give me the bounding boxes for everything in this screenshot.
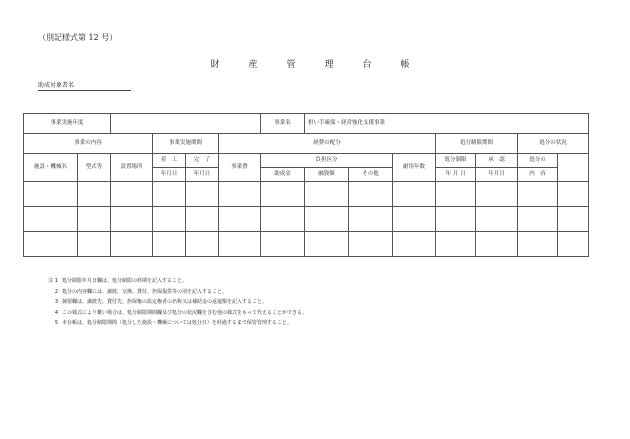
table-cell[interactable] (78, 207, 111, 232)
table-cell[interactable] (261, 207, 305, 232)
table-cell[interactable] (111, 232, 153, 257)
table-cell[interactable] (219, 182, 261, 207)
table-cell[interactable] (436, 207, 476, 232)
table-cell[interactable] (305, 182, 349, 207)
table-cell[interactable] (518, 207, 558, 232)
subsidy-header: 助成金 (261, 168, 305, 182)
project-content-header: 事業の内容 (24, 134, 153, 154)
table-cell[interactable] (558, 232, 589, 257)
note-item (42, 318, 307, 329)
table-row (24, 232, 589, 257)
table-cell[interactable] (78, 232, 111, 257)
table-cell[interactable] (153, 232, 186, 257)
table-cell[interactable] (476, 207, 518, 232)
table-cell[interactable] (219, 207, 261, 232)
location-header: 設置場所 (111, 154, 153, 182)
table-cell[interactable] (24, 207, 78, 232)
completion-date-header: 完 了 (186, 154, 219, 168)
disposal-content-sub: 内 容 (518, 168, 558, 182)
table-cell[interactable] (558, 182, 589, 207)
table-cell[interactable] (436, 232, 476, 257)
table-cell[interactable] (305, 207, 349, 232)
table-row (24, 182, 589, 207)
disposal-content-header: 処分の (518, 154, 558, 168)
table-cell[interactable] (349, 207, 393, 232)
disposal-status-header: 処分の状況 (518, 134, 589, 154)
property-ledger-table (23, 113, 589, 257)
note-number: 3 (54, 299, 58, 306)
loan-header: 融資額 (305, 168, 349, 182)
table-cell[interactable] (24, 232, 78, 257)
table-cell[interactable] (261, 232, 305, 257)
table-cell[interactable] (349, 182, 393, 207)
note-number: 注 1 (48, 278, 58, 284)
table-cell[interactable] (153, 182, 186, 207)
limit-date-sub: 年 月 日 (436, 168, 476, 182)
notes-section (42, 276, 307, 329)
structure-header: 型式等 (78, 154, 111, 182)
table-cell[interactable] (261, 182, 305, 207)
note-number: 4 (54, 309, 58, 316)
table-cell[interactable] (153, 207, 186, 232)
table-cell[interactable] (393, 207, 436, 232)
note-text: 処分の内容欄には、譲渡、交換、貸付、担保提供等の別を記入すること。 (62, 288, 228, 295)
note-item (42, 297, 307, 308)
project-period-header: 事業実施期間 (153, 134, 219, 154)
note-text: 本台帳は、処分制限期間（処分した施設・機械については処分日）を経過するまで保管管理すること。 (62, 320, 292, 327)
other-header: その他 (349, 168, 393, 182)
table-cell[interactable] (111, 207, 153, 232)
table-cell[interactable] (436, 182, 476, 207)
table-cell[interactable] (219, 232, 261, 257)
table-cell[interactable] (518, 232, 558, 257)
completion-date-sub: 年月日 (186, 168, 219, 182)
project-year-value[interactable] (111, 114, 261, 134)
project-name-value: 担い手確保・経営強化支援事業 (305, 114, 589, 134)
table-cell[interactable] (393, 182, 436, 207)
table-cell[interactable] (393, 232, 436, 257)
limit-date-header: 処分制限 (436, 154, 476, 168)
table-cell[interactable] (186, 232, 219, 257)
note-item (42, 287, 307, 298)
start-date-header: 着 工 (153, 154, 186, 168)
note-number: 2 (54, 288, 58, 295)
facility-name-header: 施設・機械名 (24, 154, 78, 182)
table-cell[interactable] (186, 207, 219, 232)
project-cost-header: 事業費 (219, 154, 261, 182)
note-text: 摘要欄は、譲渡先、貸付先、担保権の設定権者の名称又は補助金の返還額を記入すること。 (62, 299, 268, 306)
document-title: 財 産 管 理 台 帳 (210, 60, 420, 70)
disposal-limit-period-header: 処分制限期間 (436, 134, 518, 154)
start-date-sub: 年月日 (153, 168, 186, 182)
approval-date-sub: 年月日 (476, 168, 518, 182)
form-number: （別記様式第 12 号） (38, 33, 118, 42)
recipient-name-label: 助成対象者名 (38, 80, 131, 91)
project-name-label: 事業名 (261, 114, 305, 134)
table-cell[interactable] (78, 182, 111, 207)
table-row (24, 207, 589, 232)
project-year-label: 事業実施年度 (24, 114, 111, 134)
table-cell[interactable] (24, 182, 78, 207)
table-cell[interactable] (518, 182, 558, 207)
approval-date-header: 承 認 (476, 154, 518, 168)
table-cell[interactable] (558, 207, 589, 232)
note-item (42, 276, 307, 287)
note-number: 5 (54, 320, 58, 327)
table-cell[interactable] (186, 182, 219, 207)
durable-years-header: 耐用年数 (393, 154, 436, 182)
table-cell[interactable] (476, 232, 518, 257)
note-item (42, 308, 307, 319)
funding-allocation-header: 経費の配分 (219, 134, 436, 154)
burden-division-header: 負担区分 (261, 154, 393, 168)
note-text: この様式により難い場合は、処分制限期間欄及び処分の状況欄を含む他の様式をもって代えることができる。 (62, 309, 308, 316)
table-cell[interactable] (305, 232, 349, 257)
table-cell[interactable] (349, 232, 393, 257)
table-cell[interactable] (476, 182, 518, 207)
note-text: 処分制限年月日欄は、処分制限の終期を記入すること。 (62, 278, 188, 284)
table-cell[interactable] (111, 182, 153, 207)
